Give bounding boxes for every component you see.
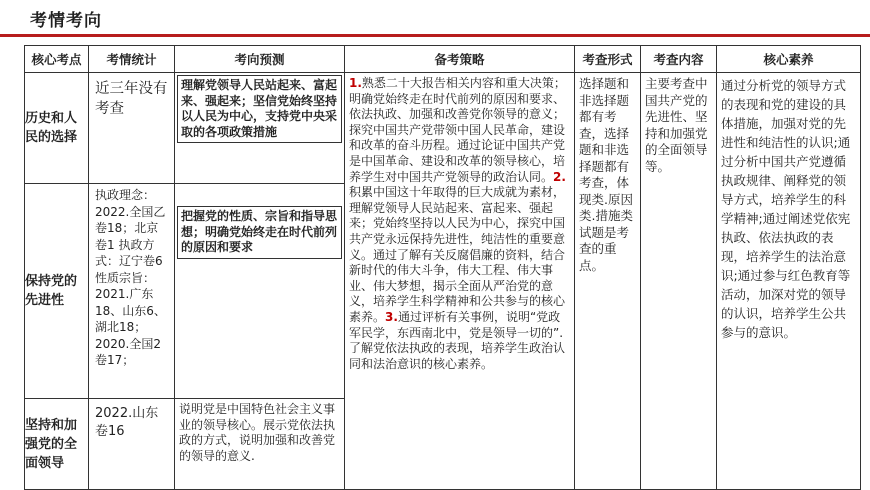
stats-text: 2022.山东卷16 <box>95 406 159 439</box>
page-title: 考情考向 <box>30 11 102 31</box>
header-core-point: 核心考点 <box>25 46 89 73</box>
strategy-point-1: 熟悉二十大报告相关内容和重大决策；明确党始终走在时代前列的原因和要求、依法执政、加强和改善党你领导的意义；探究中国共产党带领中国人民革命，建设和改革的奋斗历程。通过论证中国共产党是中国革命、建设和改革的领导核心，培养学生对中国共产党领导的政治认同。 <box>349 76 566 184</box>
header-exam-content: 考查内容 <box>641 46 717 73</box>
exam-form-text: 选择题和非选择题都有考查，选择题和非选择题都有考查，体现类.原因类.措施类试题是考查的重点。 <box>579 76 633 273</box>
table-header-row <box>25 46 861 73</box>
stats-text: 近三年没有考查 <box>95 81 168 117</box>
strategy-point-2: 积累中国这十年取得的巨大成就为素材，理解党领导人民站起来、富起来、强起来；党始终坚持以人民为中心，探究中国共产党永远保持先进性，纯洁性的重要意义。通过了解有关反腐倡廉的资料，结合新时代的伟大斗争，伟大工程、伟大事业、伟大梦想，揭示全面从严治党的意义，培养学生科学精神和公共参与的核心素养。 <box>349 185 566 324</box>
strategy-num-1: 1. <box>349 76 362 90</box>
strategy-point-3: 通过评析有关事例，说明“党政军民学，东西南北中，党是领导一切的”.了解党依法执政的表现，培养学生政治认同和法治意识的核心素养。 <box>349 309 566 371</box>
strategy-text <box>345 73 574 375</box>
header-literacy: 核心素养 <box>717 46 861 73</box>
prediction-text: 理解党领导人民站起来、富起来、强起来；坚信党始终坚持以人民为中心，支持党中央采取的各项政策措施 <box>177 75 342 143</box>
topic-cell: 坚持和加强党的全面领导 <box>25 399 89 490</box>
title-divider <box>0 34 870 37</box>
literacy-text: 通过分析党的领导方式的表现和党的建设的具体措施，加强对党的先进性和纯洁性的认识;通过分析中国共产党遵循执政规律、阐释党的领导方式，培养学生的科学精神;通过阐述党依宪执政、依法执政的表现，培养学生的法治意识;通过参与红色教育等活动，加深对党的领导的认识，培养学生公共参与的意识。 <box>721 78 851 340</box>
stats-cell <box>89 73 175 184</box>
strategy-num-3: 3. <box>385 309 398 324</box>
stats-cell <box>89 184 175 399</box>
prediction-cell <box>175 73 345 184</box>
header-strategy: 备考策略 <box>345 46 575 73</box>
literacy-cell <box>717 73 861 490</box>
table-row <box>25 73 861 184</box>
prediction-cell <box>175 399 345 490</box>
exam-content-cell <box>641 73 717 490</box>
header-exam-form: 考查形式 <box>575 46 641 73</box>
topic-cell: 保持党的先进性 <box>25 184 89 399</box>
topic-cell: 历史和人民的选择 <box>25 73 89 184</box>
stats-text: 执政理念：2022.全国乙卷18；北京卷1 执政方式：辽宁卷6 性质宗旨：2021.广东18、山东6、湖北18；2020.全国2卷17； <box>95 188 166 367</box>
exam-form-cell <box>575 73 641 490</box>
prediction-text: 把握党的性质、宗旨和指导思想；明确党始终走在时代前列的原因和要求 <box>177 206 342 259</box>
header-prediction: 考向预测 <box>175 46 345 73</box>
exam-content-text: 主要考查中国共产党的先进性、坚持和加强党的全面领导等。 <box>645 76 708 174</box>
strategy-cell <box>345 73 575 490</box>
stats-cell <box>89 399 175 490</box>
prediction-text: 说明党是中国特色社会主义事业的领导核心。展示党依法执政的方式，说明加强和改善党的领导的意义. <box>179 402 336 463</box>
exam-analysis-table <box>24 45 861 490</box>
prediction-cell <box>175 184 345 399</box>
strategy-num-2: 2. <box>553 169 566 184</box>
header-stats: 考情统计 <box>89 46 175 73</box>
